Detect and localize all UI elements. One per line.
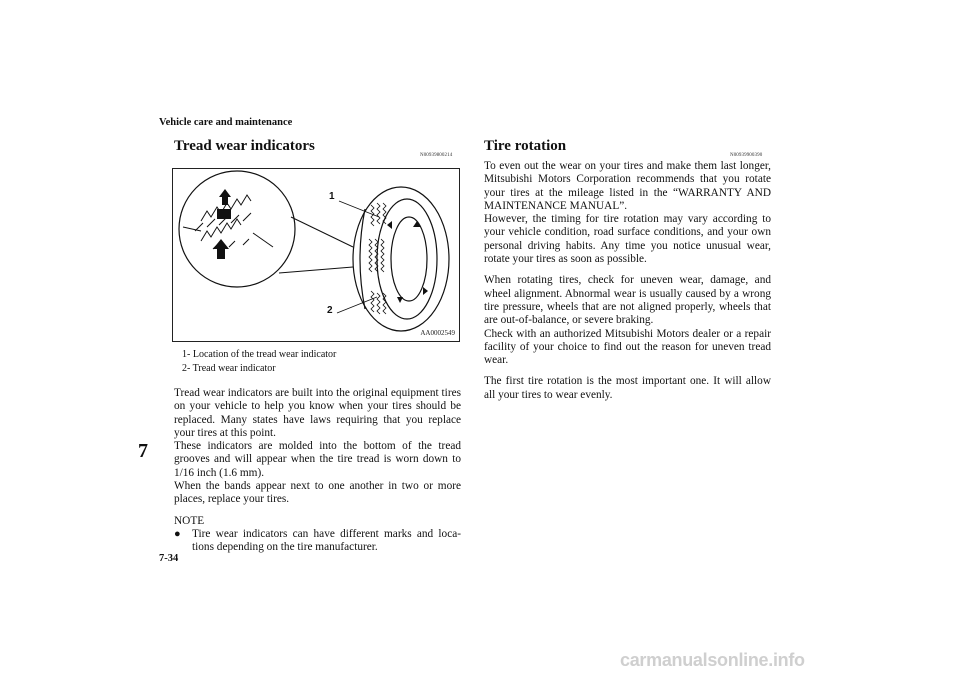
figure-captions — [182, 348, 472, 376]
tread-wear-paragraph-2: These indicators are molded into the bottom of the tread grooves and will appear when the tire tread is worn down to 1/16 inch (1.6 mm). — [174, 440, 461, 479]
indicator-block — [217, 209, 231, 219]
caption-1: 1- Location of the tread wear indicator — [182, 349, 337, 360]
caption-2: 2- Tread wear indicator — [182, 363, 276, 374]
tread-wear-paragraph-3: When the bands appear next to one another in two or more places, replace your tires. — [174, 480, 461, 506]
tire-rotation-paragraph-2: However, the timing for tire rotation may vary according to your vehicle condition, road surface conditions, and your own personal driving habits. Any time you notice unusual wear, rotate your tires as soon as possible. — [484, 213, 771, 266]
tire-rotation-paragraph-4: Check with an authorized Mitsubishi Motors dealer or a repair facility of your choice to find out the reason for uneven tread wear. — [484, 327, 771, 367]
figure-code: AA0002549 — [420, 329, 455, 337]
tread-wear-title: Tread wear indicators — [174, 138, 315, 154]
tread-wear-figure — [172, 168, 460, 342]
figure-label-2: 2 — [327, 305, 333, 316]
tread-wear-paragraph-1: Tread wear indicators are built into the original equipment tires on your vehicle to help you know when your tires should be replaced. Many states have laws requiring that you replace your tires at this point. — [174, 387, 461, 439]
figure-label-1: 1 — [329, 191, 335, 202]
watermark: carmanualsonline.info — [620, 650, 805, 670]
tire-rotation-title: Tire rotation — [484, 138, 567, 154]
tire — [353, 187, 449, 331]
note-item — [174, 528, 461, 555]
tire-rotation-paragraph-3: When rotating tires, check for uneven wear, damage, and wheel alignment. Abnormal wear is usually caused by a wrong tire pressure, wheels that are not aligned properly, wheels that are out-of-balance, or severe braking. — [484, 274, 771, 327]
section-header: Vehicle care and maintenance — [159, 117, 293, 128]
tire-rotation-body — [484, 160, 771, 402]
tire-rotation-paragraph-5: The first tire rotation is the most important one. It will allow all your tires to wear evenly. — [484, 375, 771, 401]
tire-rotation-code: N00939900390 — [730, 153, 763, 158]
page-number: 7-34 — [159, 553, 179, 564]
leader-line-bottom — [279, 267, 353, 273]
tire-illustration — [173, 169, 459, 341]
note-item-text: Tire wear indicators can have different marks and loca-tions depending on the tire manufacturer. — [192, 527, 461, 554]
leader-line-top — [291, 217, 353, 247]
tread-wear-body — [174, 387, 461, 555]
bullet-icon: ● — [174, 527, 181, 540]
chapter-number: 7 — [138, 440, 148, 462]
note-heading: NOTE — [174, 514, 205, 527]
tire-rotation-paragraph-1: To even out the wear on your tires and make them last longer, Mitsubishi Motors Corporation recommends that you rotate your tires at the mileage listed in the “WARRANTY AND MAINTENANCE MANUAL”. — [484, 160, 771, 212]
tread-wear-code: N00939800214 — [420, 153, 453, 158]
